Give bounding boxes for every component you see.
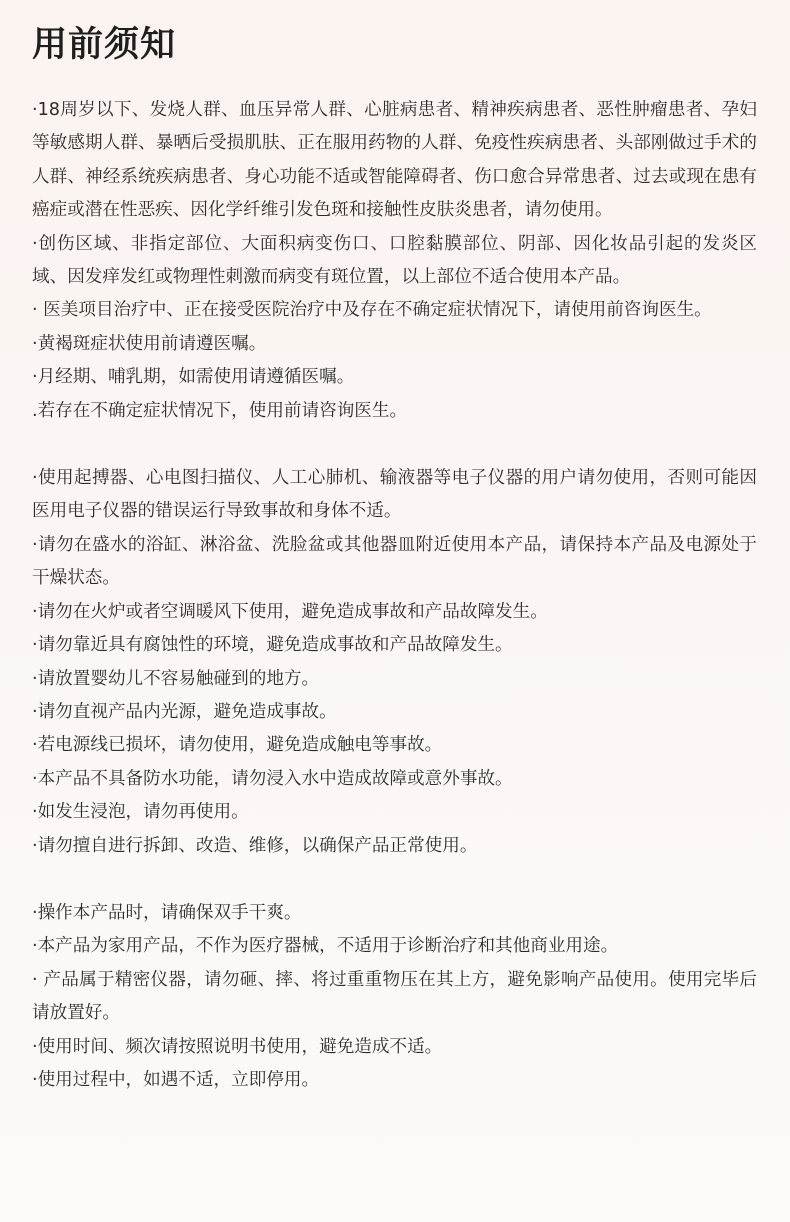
notice-item: ·18周岁以下、发烧人群、血压异常人群、心脏病患者、精神疾病患者、恶性肿瘤患者、孕妇等敏感期人群、暴晒后受损肌肤、正在服用药物的人群、免疫性疾病患者、头部刚做过手术的人群、神经系统疾病患者、身心功能不适或智能障碍者、伤口愈合异常患者、过去或现在患有癌症或潜在性恶疾、因化学纤维引发色斑和接触性皮肤炎患者，请勿使用。 [32,100,757,221]
notice-item: ·请勿擅自进行拆卸、改造、维修，以确保产品正常使用。 [32,835,478,856]
notice-item: ·请放置婴幼儿不容易触碰到的地方。 [32,668,320,689]
notice-item: .若存在不确定症状情况下，使用前请咨询医生。 [32,400,408,421]
notice-item: ·操作本产品时，请确保双手干爽。 [32,902,302,923]
notice-item: ·请勿直视产品内光源，避免造成事故。 [32,701,337,722]
notice-item: ·请勿在火炉或者空调暖风下使用，避免造成事故和产品故障发生。 [32,601,548,622]
notice-item: ·本产品不具备防水功能，请勿浸入水中造成故障或意外事故。 [32,768,513,789]
notice-content [32,94,757,1097]
notice-item: ·请勿在盛水的浴缸、淋浴盆、洗脸盆或其他器皿附近使用本产品，请保持本产品及电源处于干燥状态。 [32,534,757,589]
notice-item: ·月经期、哺乳期，如需使用请遵循医嘱。 [32,367,355,388]
notice-section-usage [32,897,757,1097]
notice-item: ·请勿靠近具有腐蚀性的环境，避免造成事故和产品故障发生。 [32,635,513,656]
notice-item: ·使用过程中，如遇不适，立即停用。 [32,1069,320,1090]
notice-item: ·使用时间、频次请按照说明书使用，避免造成不适。 [32,1036,443,1057]
notice-item: · 产品属于精密仪器，请勿砸、摔、将过重重物压在其上方，避免影响产品使用。使用完毕后请放置好。 [32,969,757,1024]
notice-item: ·创伤区域、非指定部位、大面积病变伤口、口腔黏膜部位、阴部、因化妆品引起的发炎区域、因发痒发红或物理性刺激而病变有斑位置，以上部位不适合使用本产品。 [32,233,757,288]
notice-item: · 医美项目治疗中、正在接受医院治疗中及存在不确定症状情况下，请使用前咨询医生。 [32,300,712,321]
notice-item: ·若电源线已损坏，请勿使用，避免造成触电等事故。 [32,735,443,756]
notice-item: ·使用起搏器、心电图扫描仪、人工心肺机、输液器等电子仪器的用户请勿使用，否则可能因医用电子仪器的错误运行导致事故和身体不适。 [32,468,757,522]
notice-item: ·如发生浸泡，请勿再使用。 [32,802,249,823]
notice-section-contraindications [32,94,757,428]
notice-item: ·黄褐斑症状使用前请遵医嘱。 [32,333,267,354]
page-title: 用前须知 [32,25,177,65]
notice-item: ·本产品为家用产品，不作为医疗器械，不适用于诊断治疗和其他商业用途。 [32,936,619,957]
notice-section-safety [32,462,757,863]
